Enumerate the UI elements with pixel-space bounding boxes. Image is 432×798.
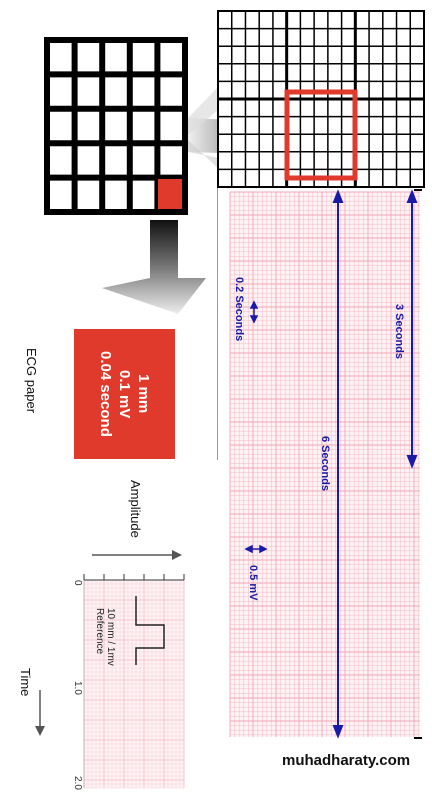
pulse-label bbox=[94, 608, 116, 666]
label-0.5-mv: 0.5 mV bbox=[247, 565, 259, 601]
watermark: muhadharaty.com bbox=[282, 752, 411, 769]
label-3-seconds: 3 Seconds bbox=[393, 304, 405, 360]
value-voltage: 0.1 mV bbox=[116, 369, 133, 419]
tick-1: 1.0 bbox=[72, 681, 83, 695]
amplitude-label: Amplitude bbox=[128, 480, 143, 538]
divider-line bbox=[217, 188, 218, 460]
ecg-paper-caption: ECG paper bbox=[24, 348, 39, 414]
tick-0: 0 bbox=[72, 580, 83, 586]
magnified-grid-square bbox=[44, 37, 188, 215]
value-size: 1 mm bbox=[135, 374, 152, 414]
paper-values-box bbox=[74, 329, 175, 459]
tick-2: 2.0 bbox=[72, 776, 83, 790]
highlighted-small-square bbox=[158, 179, 182, 209]
time-label: Time bbox=[18, 668, 33, 697]
time-arrow bbox=[32, 688, 48, 738]
value-time: 0.04 second bbox=[97, 351, 114, 437]
pulse-label-line-2: Reference bbox=[94, 608, 105, 655]
large-grid bbox=[217, 10, 425, 188]
label-6-seconds: 6 Seconds bbox=[319, 436, 331, 492]
down-arrow-wedge bbox=[98, 218, 208, 318]
amplitude-arrow bbox=[90, 547, 185, 563]
label-0.2-seconds: 0.2 Seconds bbox=[233, 277, 245, 342]
pulse-label-line-1: 10 mm / 1mv bbox=[105, 608, 116, 666]
